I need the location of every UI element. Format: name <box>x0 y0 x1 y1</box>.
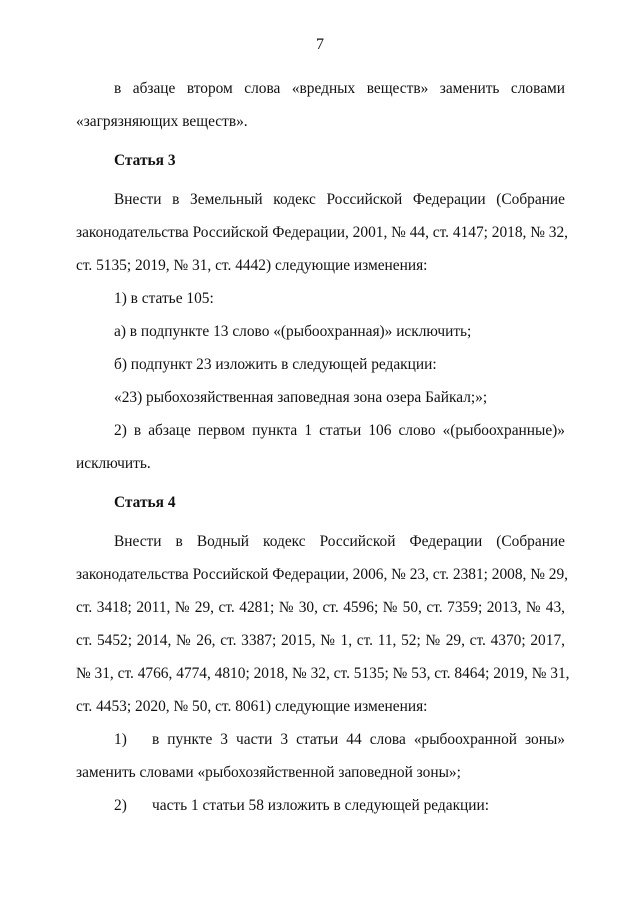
paragraph-line: ст. 5135; 2019, № 31, ст. 4442) следующие изменения: <box>76 257 428 274</box>
paragraph-line: б) подпункт 23 изложить в следующей редакции: <box>114 356 437 373</box>
document-body <box>76 72 570 822</box>
paragraph-line: № 31, ст. 4766, 4774, 4810; 2018, № 32, ст. 5135; № 53, ст. 8464; 2019, № 31, <box>76 665 570 682</box>
paragraph-line: законодательства Российской Федерации, 2001, № 44, ст. 4147; 2018, № 32, <box>76 224 569 241</box>
paragraph-line: ст. 5452; 2014, № 26, ст. 3387; 2015, № 1, ст. 11, 52; № 29, ст. 4370; 2017, <box>76 632 565 649</box>
paragraph-line: в абзаце втором слова «вредных веществ» заменить словами <box>114 80 565 97</box>
numbered-item-1 <box>76 723 565 756</box>
paragraph-line: «загрязняющих веществ». <box>76 113 248 130</box>
paragraph-line: ст. 4453; 2020, № 50, ст. 8061) следующие изменения: <box>76 698 428 715</box>
article-heading-4: Статья 4 <box>114 494 176 511</box>
paragraph-line: исключить. <box>76 455 151 472</box>
paragraph-line: «23) рыбохозяйственная заповедная зона озера Байкал;»; <box>114 389 488 406</box>
article-heading-3: Статья 3 <box>114 152 176 169</box>
paragraph-line: а) в подпункте 13 слово «(рыбоохранная)» исключить; <box>114 323 472 340</box>
paragraph-line: заменить словами «рыбохозяйственной заповедной зоны»; <box>76 764 461 781</box>
paragraph-line: законодательства Российской Федерации, 2006, № 23, ст. 2381; 2008, № 29, <box>76 566 569 583</box>
page-number: 7 <box>316 36 324 53</box>
paragraph-line: Внести в Водный кодекс Российской Федерации (Собрание <box>114 533 565 550</box>
item-number: 2) <box>114 797 127 814</box>
numbered-item-2 <box>76 789 565 822</box>
item-text: часть 1 статьи 58 изложить в следующей редакции: <box>152 797 490 814</box>
item-text: в пункте 3 части 3 статьи 44 слова «рыбоохранной зоны» <box>152 731 565 748</box>
paragraph-line: 2) в абзаце первом пункта 1 статьи 106 слово «(рыбоохранные)» <box>114 422 565 439</box>
paragraph-line: ст. 3418; 2011, № 29, ст. 4281; № 30, ст. 4596; № 50, ст. 7359; 2013, № 43, <box>76 599 565 616</box>
paragraph-line: Внести в Земельный кодекс Российской Федерации (Собрание <box>114 191 565 208</box>
paragraph-line: 1) в статье 105: <box>114 290 214 307</box>
item-number: 1) <box>114 731 127 748</box>
